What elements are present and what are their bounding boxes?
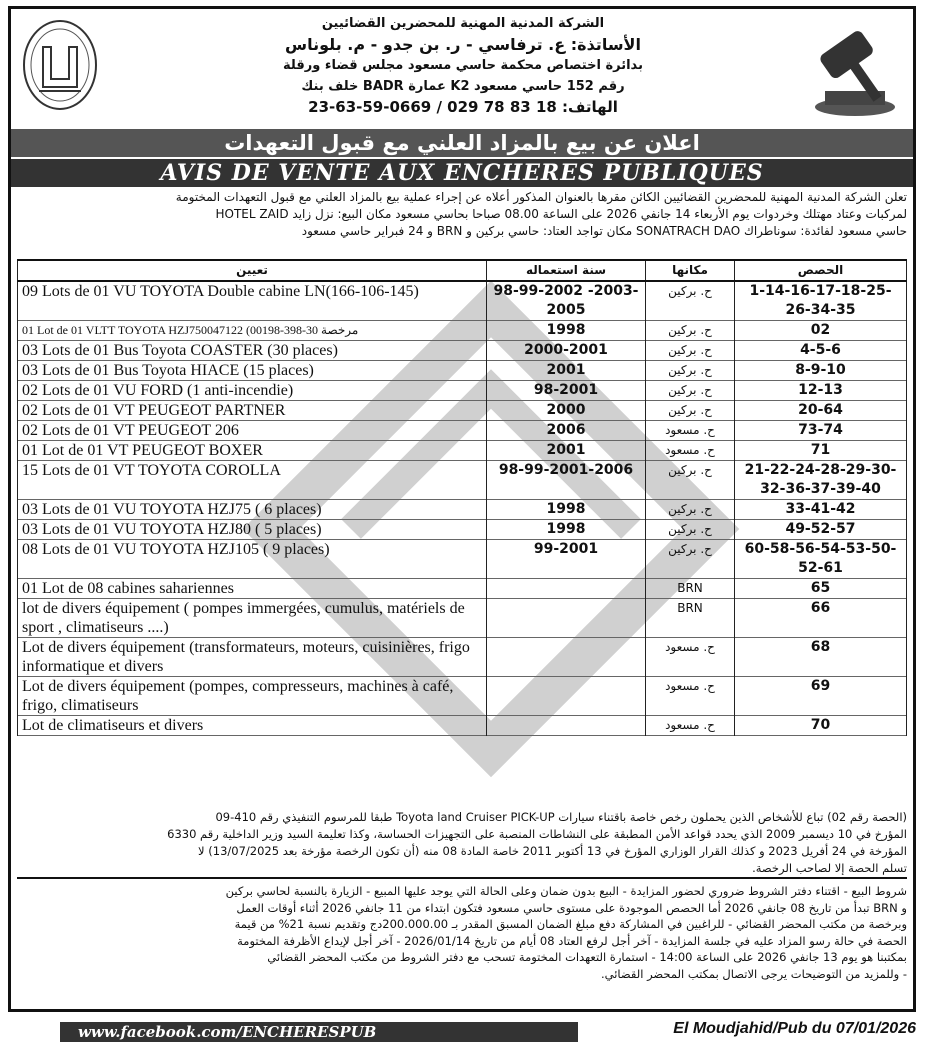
row-year [487, 638, 646, 677]
row-year: 2000-2001 [487, 341, 646, 361]
header-line-5: الهاتف: 18 83 78 029 / 0669-59-63-23 [308, 98, 618, 116]
table-row [18, 341, 907, 361]
header-year: سنة استعماله [487, 260, 646, 281]
intro-line: حاسي مسعود لفائدة: سوناطراك SONATRACH DAO مكان تواجد العتاد: حاسي بركين و BRN و 24 فبراير حاسي مسعود [301, 224, 907, 238]
row-lots: 73-74 [735, 421, 907, 441]
table-row [18, 421, 907, 441]
table-row [18, 361, 907, 381]
table-row [18, 321, 907, 341]
row-year [487, 599, 646, 638]
row-designation: 02 Lots de 01 VT PEUGEOT PARTNER [18, 401, 487, 421]
row-lots: 49-52-57 [735, 520, 907, 540]
publication-source: El Moudjahid/Pub du 07/01/2026 [673, 1020, 916, 1037]
row-year: 1998 [487, 520, 646, 540]
intro-line: لمركبات وعتاد مهتلك وخردوات يوم الأربعاء 14 جانفي 2026 على الساعة 08.00 صباحا بحاسي مسعود مكان البيع: نزل زايد HOTEL ZAID [215, 207, 907, 221]
row-location: ح. بركين [646, 341, 735, 361]
row-year: 1998 [487, 500, 646, 520]
row-lots: 69 [735, 677, 907, 716]
lots-table [17, 259, 907, 736]
intro-line: تعلن الشركة المدنية المهنية للمحضرين القضائيين الكائن مقرها بالعنوان المذكور أعلاه عن إجراء عملية بيع بالمزاد العلني مع قبول التعهدات المختومة [175, 190, 907, 204]
row-year: 98-2001 [487, 381, 646, 401]
row-location: ح. بركين [646, 381, 735, 401]
row-location: ح. مسعود [646, 441, 735, 461]
note-line: المؤرخة في 24 أفريل 2023 و كذلك القرار الوزاري المؤرخ في 13 أكتوبر 2011 خاصة المادة 08 منه (أن تكون الرخصة مؤرخة بعد 13/07/2025) لا [198, 844, 907, 858]
header-location: مكانها [646, 260, 735, 281]
row-lots: 68 [735, 638, 907, 677]
sale-conditions [17, 877, 907, 982]
table-row [18, 579, 907, 599]
row-year: 2000 [487, 401, 646, 421]
row-location: ح. بركين [646, 401, 735, 421]
table-row [18, 401, 907, 421]
row-designation: 03 Lots de 01 Bus Toyota COASTER (30 places) [18, 341, 487, 361]
row-year: 2001 [487, 441, 646, 461]
row-location: ح. بركين [646, 520, 735, 540]
row-location: ح. بركين [646, 321, 735, 341]
row-lots: 71 [735, 441, 907, 461]
condition-line: و BRN تبدأ من تاريخ 08 جانفي 2026 أما الحصص الموجودة على مستوى حاسي مسعود فتكون ابتداء من 11 جانفي 2026 أثناء أوقات العمل [236, 900, 907, 915]
row-year [487, 579, 646, 599]
header-line-1: الشركة المدنية المهنية للمحضرين القضائيين [321, 16, 605, 31]
table-row [18, 441, 907, 461]
row-location: ح. بركين [646, 500, 735, 520]
row-location: ح. مسعود [646, 716, 735, 736]
header [11, 9, 913, 127]
row-designation: 02 Lots de 01 VU FORD (1 anti-incendie) [18, 381, 487, 401]
row-location: ح. مسعود [646, 421, 735, 441]
row-designation: 03 Lots de 01 VU TOYOTA HZJ80 ( 5 places) [18, 520, 487, 540]
row-lots: 20-64 [735, 401, 907, 421]
row-lots: 65 [735, 579, 907, 599]
header-line-2: الأساتذة: ع. ترفاسي - ر. بن جدو - م. بلوناس [285, 35, 641, 54]
row-location: BRN [646, 599, 735, 638]
row-lots: 66 [735, 599, 907, 638]
row-lots: 4-5-6 [735, 341, 907, 361]
table-row [18, 716, 907, 736]
table-row [18, 638, 907, 677]
row-lots: 70 [735, 716, 907, 736]
notice-frame [8, 6, 916, 1012]
row-designation: 01 Lot de 01 VLTT TOYOTA HZJ750047122 (00198-398-30 مرخصة [18, 321, 487, 341]
condition-line: - وللمزيد من التوضيحات يرجى الاتصال بمكتب المحضر القضائي. [600, 966, 907, 981]
row-location: ح. بركين [646, 281, 735, 321]
note-line: تسلم الحصة إلا لصاحب الرخصة. [752, 861, 907, 875]
header-designation: تعيين [18, 260, 487, 281]
header-line-3: بدائرة اختصاص محكمة حاسي مسعود مجلس قضاء ورقلة [283, 58, 643, 73]
facebook-link[interactable]: www.facebook.com/ENCHERESPUB [60, 1022, 578, 1042]
row-designation: 01 Lot de 01 VT PEUGEOT BOXER [18, 441, 487, 461]
row-designation: Lot de divers équipement (transformateurs, moteurs, cuisinières, frigo informatique et divers [18, 638, 487, 677]
title-arabic: اعلان عن بيع بالمزاد العلني مع قبول التعهدات [11, 129, 913, 157]
table-row [18, 677, 907, 716]
intro-paragraph [17, 189, 907, 240]
header-lots: الحصص [735, 260, 907, 281]
row-year: 99-2001 [487, 540, 646, 579]
row-location: BRN [646, 579, 735, 599]
row-designation: 03 Lots de 01 Bus Toyota HIACE (15 places) [18, 361, 487, 381]
row-designation: lot de divers équipement ( pompes immergées, cumulus, matériels de sport , climatiseurs ....) [18, 599, 487, 638]
row-location: ح. بركين [646, 461, 735, 500]
condition-line: بمكتبنا هو يوم 13 جانفي 2026 على الساعة 14:00 - استمارة التعهدات المختومة تسحب مع دفتر الشروط من مكتب المحضر القضائي [267, 950, 907, 964]
condition-line: الحصة في حالة رسو المزاد عليه في جلسة المزايدة - آخر أجل لرفع العتاد 08 أيام من تاريخ 2026/01/14 - آخر أجل لإيداع الأظرفة المختومة [237, 933, 907, 948]
row-designation: 09 Lots de 01 VU TOYOTA Double cabine LN(166-106-145) [18, 281, 487, 321]
license-note [17, 809, 907, 877]
title-french: AVIS DE VENTE AUX ENCHERES PUBLIQUES [11, 159, 913, 187]
row-lots: 02 [735, 321, 907, 341]
table-row [18, 520, 907, 540]
condition-line: شروط البيع - اقتناء دفتر الشروط ضروري لحضور المزايدة - البيع بدون ضمان وعلى الحالة التي يوجد عليها المبيع - الزيارة بالنسبة لحاسي بركين [225, 884, 907, 898]
row-lots: 21-22-24-28-29-30- 32-36-37-39-40 [735, 461, 907, 500]
row-designation: 02 Lots de 01 VT PEUGEOT 206 [18, 421, 487, 441]
row-year: 2001 [487, 361, 646, 381]
row-location: ح. مسعود [646, 638, 735, 677]
note-line: (الحصة رقم 02) تباع للأشخاص الذين يحملون رخص خاصة باقتناء سيارات Toyota land Cruiser PICK-UP طبقا للمرسوم التنفيذي رقم 410-09 [215, 810, 907, 824]
row-designation: Lot de divers équipement (pompes, compresseurs, machines à café, frigo, climatiseurs [18, 677, 487, 716]
row-location: ح. مسعود [646, 677, 735, 716]
row-lots: 1-14-16-17-18-25- 26-34-35 [735, 281, 907, 321]
row-designation: 15 Lots de 01 VT TOYOTA COROLLA [18, 461, 487, 500]
row-location: ح. بركين [646, 361, 735, 381]
row-designation: 03 Lots de 01 VU TOYOTA HZJ75 ( 6 places) [18, 500, 487, 520]
row-location: ح. بركين [646, 540, 735, 579]
row-designation: Lot de climatiseurs et divers [18, 716, 487, 736]
row-designation: 08 Lots de 01 VU TOYOTA HZJ105 ( 9 places) [18, 540, 487, 579]
row-year: 98-99-2001-2006 [487, 461, 646, 500]
note-line: المؤرخ في 10 ديسمبر 2009 الذي يحدد قواعد الأمن المطبقة على النشاطات المنصبة على التجهيزات الحساسة، وكذا تعليمة السيد وزير الداخلية رقم 6330 [167, 827, 907, 841]
bailiff-logo-icon [21, 17, 99, 113]
gavel-icon [803, 15, 903, 119]
condition-line: وبرخصة من مكتب المحضر القضائي - للراغبين في المشاركة دفع مبلغ الضمان المسبق المقدر بـ 200.000.00دج وتقديم نسبة 21% من قيمة [234, 917, 907, 931]
row-designation: 01 Lot de 08 cabines sahariennes [18, 579, 487, 599]
row-lots: 33-41-42 [735, 500, 907, 520]
row-lots: 12-13 [735, 381, 907, 401]
row-lots: 8-9-10 [735, 361, 907, 381]
row-year [487, 716, 646, 736]
row-year: 1998 [487, 321, 646, 341]
table-row [18, 500, 907, 520]
header-line-4: خلف بنك BADR عمارة K2 رقم 152 حاسي مسعود [301, 79, 625, 94]
table-header-row [18, 260, 907, 281]
table-row [18, 599, 907, 638]
row-year: 98-99-2002 -2003-2005 [487, 281, 646, 321]
table-row [18, 461, 907, 500]
row-lots: 60-58-56-54-53-50- 52-61 [735, 540, 907, 579]
table-row [18, 540, 907, 579]
table-row [18, 281, 907, 321]
row-year: 2006 [487, 421, 646, 441]
table-row [18, 381, 907, 401]
row-year [487, 677, 646, 716]
